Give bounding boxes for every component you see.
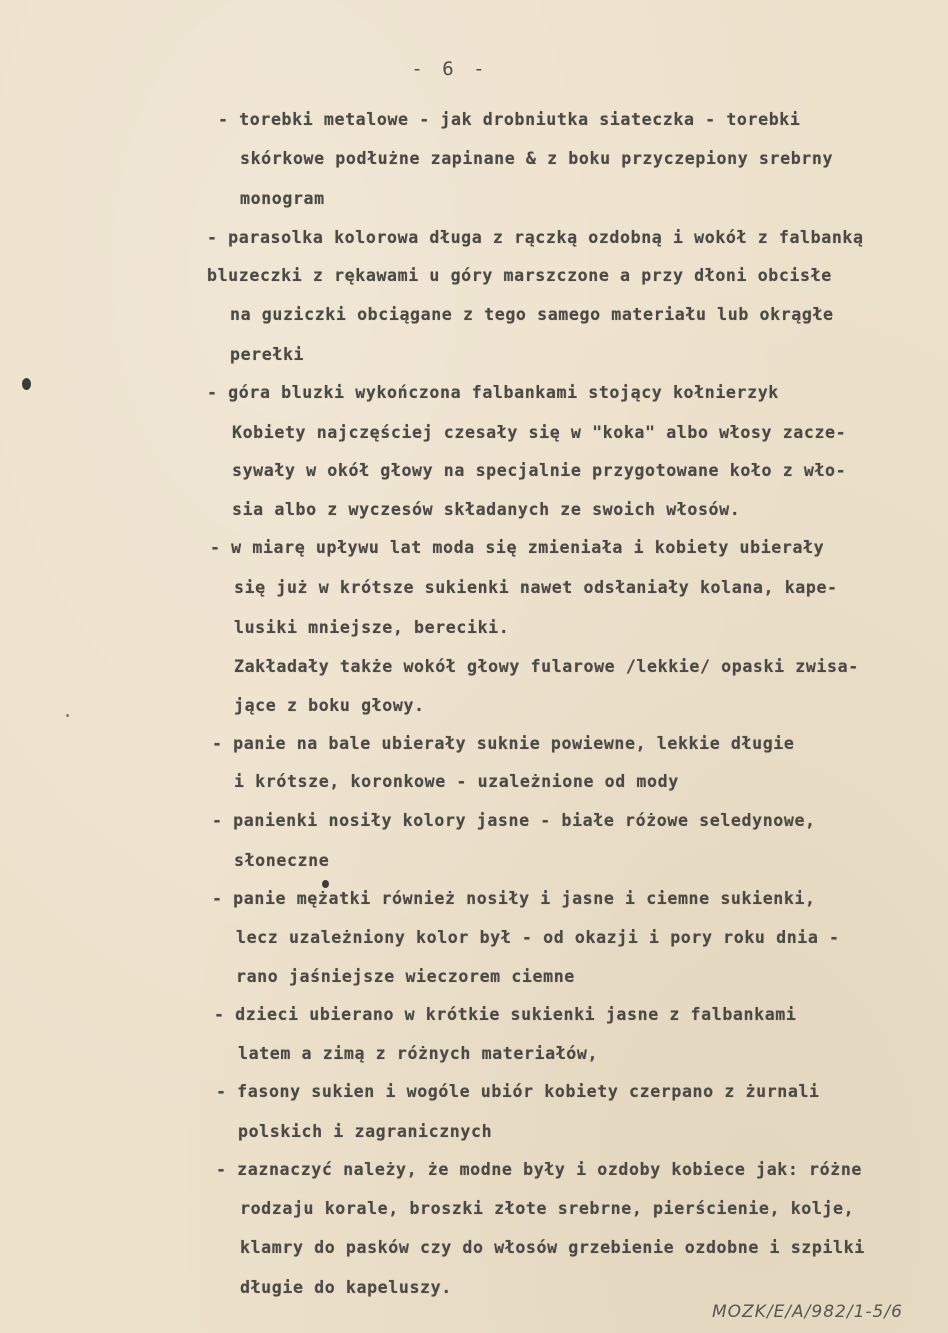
ink-speck [22,378,31,390]
text-line: bluzeczki z rękawami u góry marszczone a przy dłoni obcisłe [207,266,832,285]
text-line: Kobiety najczęściej czesały się w "koka" albo włosy zacze- [232,423,847,442]
text-line: - góra bluzki wykończona falbankami stojący kołnierzyk [207,383,779,402]
text-line: sywały w okół głowy na specjalnie przygotowane koło z wło- [232,461,847,480]
text-line: - w miarę upływu lat moda się zmieniała i kobiety ubierały [210,538,825,557]
text-line: perełki [230,345,305,364]
text-line: - fasony sukien i wogóle ubiór kobiety czerpano z żurnali [216,1082,820,1101]
text-line: - torebki metalowe - jak drobniutka siateczka - torebki [218,110,801,129]
text-line: długie do kapeluszy. [240,1278,452,1297]
page-number: - 6 - [411,58,489,80]
ink-speck [66,714,69,717]
text-line: sia albo z wyczesów składanych ze swoich włosów. [232,500,741,519]
text-line: lecz uzależniony kolor był - od okazji i pory roku dnia - [236,928,840,947]
text-line: latem a zimą z różnych materiałów, [238,1044,599,1063]
text-line: rodzaju korale, broszki złote srebrne, pierścienie, kolje, [240,1199,855,1218]
text-line: słoneczne [234,851,330,870]
text-line: jące z boku głowy. [234,696,425,715]
ink-speck [322,880,329,888]
text-line: i krótsze, koronkowe - uzależnione od mody [234,772,679,791]
text-line: skórkowe podłużne zapinane & z boku przyczepiony srebrny [240,149,834,168]
text-line: - parasolka kolorowa długa z rączką ozdobną i wokół z falbanką [207,228,864,247]
text-line: rano jaśniejsze wieczorem ciemne [236,967,575,986]
text-line: polskich i zagranicznych [238,1122,493,1141]
text-line: Zakładały także wokół głowy fularowe /lekkie/ opaski zwisa- [234,657,859,676]
text-line: lusiki mniejsze, bereciki. [234,618,510,637]
text-line: - panie mężatki również nosiły i jasne i ciemne sukienki, [212,889,816,908]
text-line: na guziczki obciągane z tego samego materiału lub okrągłe [230,305,834,324]
text-line: - dzieci ubierano w krótkie sukienki jasne z falbankami [214,1005,797,1024]
text-line: monogram [240,189,325,208]
text-line: - panie na bale ubierały suknie powiewne, lekkie długie [212,734,795,753]
archive-reference-note: MOZK/E/A/982/1-5/6 [712,1302,903,1322]
text-line: - panienki nosiły kolory jasne - białe różowe seledynowe, [212,811,816,830]
text-line: się już w krótsze sukienki nawet odsłaniały kolana, kape- [234,578,838,597]
text-line: - zaznaczyć należy, że modne były i ozdoby kobiece jak: różne [216,1160,863,1179]
text-line: klamry do pasków czy do włosów grzebienie ozdobne i szpilki [240,1238,865,1257]
